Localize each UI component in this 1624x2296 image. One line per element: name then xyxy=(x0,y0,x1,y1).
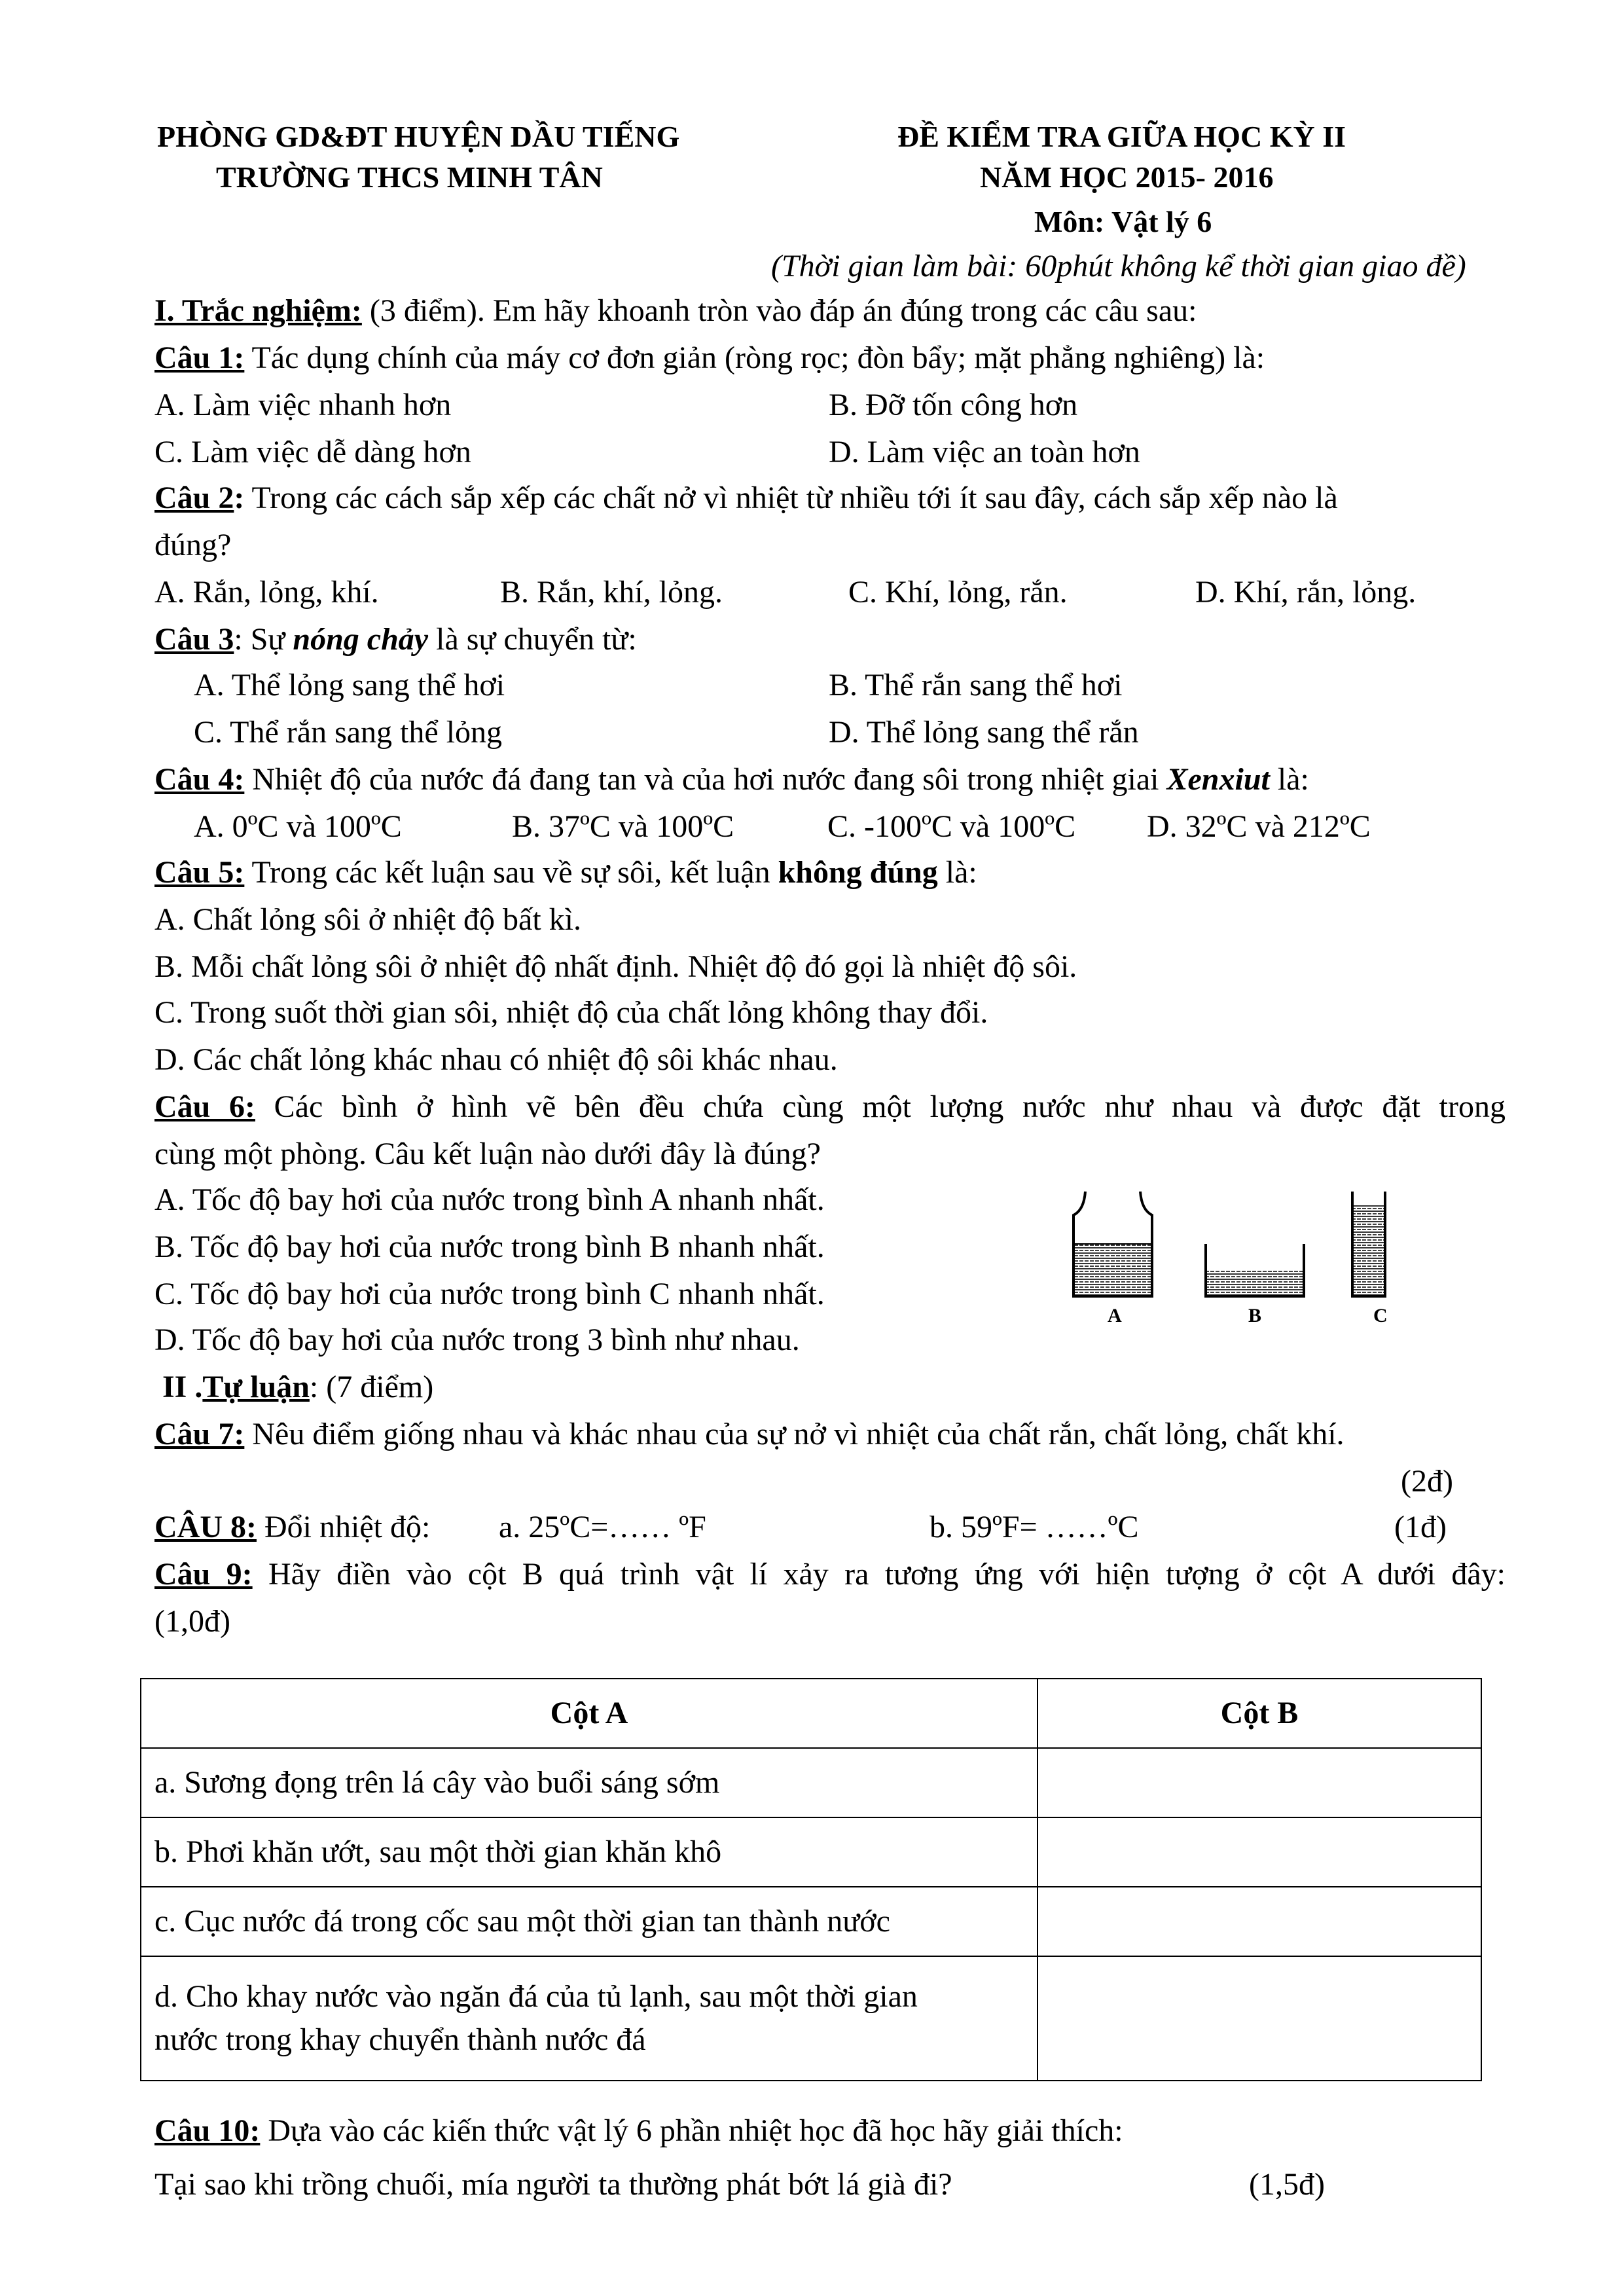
q2-text-cont: đúng? xyxy=(154,528,232,562)
q4-option-a[interactable]: A. 0ºC và 100ºC xyxy=(194,809,402,844)
q6-option-c[interactable]: C. Tốc độ bay hơi của nước trong bình C nhanh nhất. xyxy=(154,1277,825,1311)
row-d-line-2: nước trong khay chuyển thành nước đá xyxy=(154,2022,646,2057)
q5-option-a[interactable]: A. Chất lỏng sôi ở nhiệt độ bất kì. xyxy=(154,902,582,937)
question-9 xyxy=(154,1553,1506,1596)
question-2 xyxy=(154,477,1338,520)
q6-option-b[interactable]: B. Tốc độ bay hơi của nước trong bình B nhanh nhất. xyxy=(154,1230,825,1264)
q3-option-c[interactable]: C. Thể rắn sang thể lỏng xyxy=(194,715,503,750)
table-header-row xyxy=(141,1679,1481,1748)
container-c-tube xyxy=(1352,1192,1385,1296)
q10-text: Dựa vào các kiến thức vật lý 6 phần nhiệt học đã học hãy giải thích: xyxy=(260,2113,1123,2148)
q10-question: Tại sao khi trồng chuối, mía người ta thường phát bớt lá già đi? xyxy=(154,2167,952,2202)
q4-option-d[interactable]: D. 32ºC và 212ºC xyxy=(1147,809,1371,844)
q8-text: Đổi nhiệt độ: xyxy=(256,1510,431,1544)
exam-title: ĐỀ KIỂM TRA GIỮA HỌC KỲ II xyxy=(897,120,1346,153)
q2-text: Trong các cách sắp xếp các chất nở vì nhiệt từ nhiều tới ít sau đây, cách sắp xếp nào là xyxy=(244,481,1338,515)
question-8 xyxy=(154,1506,430,1549)
q8-label: CÂU 8: xyxy=(154,1510,257,1544)
q3-emphasis: nóng chảy xyxy=(293,622,429,657)
q4-end: là: xyxy=(1269,762,1309,797)
row-d-line-1: d. Cho khay nước vào ngăn đá của tủ lạnh, sau một thời gian xyxy=(154,1979,918,2014)
section-2-prefix: II . xyxy=(162,1370,203,1404)
q1-option-a[interactable]: A. Làm việc nhanh hơn xyxy=(154,388,452,422)
figure-label-b: B xyxy=(1248,1305,1262,1326)
q1-text: Tác dụng chính của máy cơ đơn giản (ròng rọc; đòn bẩy; mặt phẳng nghiêng) là: xyxy=(244,340,1265,375)
row-d-phenomenon xyxy=(141,1956,1038,2081)
q4-option-c[interactable]: C. -100ºC và 100ºC xyxy=(827,809,1076,844)
row-b-answer-cell[interactable] xyxy=(1038,1817,1481,1887)
q1-option-c[interactable]: C. Làm việc dễ dàng hơn xyxy=(154,435,471,469)
q9-points: (1,0đ) xyxy=(154,1604,230,1639)
section-1-instructions: (3 điểm). Em hãy khoanh tròn vào đáp án đúng trong các câu sau: xyxy=(361,293,1197,328)
school-department: PHÒNG GD&ĐT HUYỆN DẦU TIẾNG xyxy=(157,120,680,153)
q7-points: (2đ) xyxy=(1401,1464,1453,1499)
column-a-header: Cột A xyxy=(141,1679,1038,1748)
row-d-answer-cell[interactable] xyxy=(1038,1956,1481,2081)
q2-colon: : xyxy=(234,481,245,515)
q5-end: là: xyxy=(937,855,977,890)
q4-option-b[interactable]: B. 37ºC và 100ºC xyxy=(512,809,734,844)
q3-lead: : Sự xyxy=(234,622,293,657)
q9-label: Câu 9: xyxy=(154,1557,253,1592)
q3-option-a[interactable]: A. Thể lỏng sang thể hơi xyxy=(194,668,505,702)
time-note: (Thời gian làm bài: 60phút không kể thời gian giao đề) xyxy=(771,249,1466,283)
q3-option-b[interactable]: B. Thể rắn sang thể hơi xyxy=(829,668,1123,702)
question-6 xyxy=(154,1085,1506,1129)
section-1-title: I. Trắc nghiệm: xyxy=(154,293,362,328)
q2-option-a[interactable]: A. Rắn, lỏng, khí. xyxy=(154,575,379,610)
q9-text: Hãy điền vào cột B quá trình vật lí xảy ra tương ứng với hiện tượng ở cột A dưới đây: xyxy=(252,1557,1506,1592)
row-b-phenomenon: b. Phơi khăn ướt, sau một thời gian khăn khô xyxy=(141,1817,1038,1887)
q5-option-b[interactable]: B. Mỗi chất lỏng sôi ở nhiệt độ nhất định. Nhiệt độ đó gọi là nhiệt độ sôi. xyxy=(154,949,1077,984)
q5-emphasis: không đúng xyxy=(778,855,938,890)
question-4 xyxy=(154,758,1309,801)
subject: Môn: Vật lý 6 xyxy=(1034,205,1212,238)
table-row xyxy=(141,1748,1481,1817)
school-name: TRƯỜNG THCS MINH TÂN xyxy=(216,160,603,194)
q1-option-b[interactable]: B. Đỡ tốn công hơn xyxy=(829,388,1078,422)
question-1 xyxy=(154,337,1265,380)
q10-points: (1,5đ) xyxy=(1249,2167,1325,2202)
q5-label: Câu 5: xyxy=(154,855,245,890)
q5-option-c[interactable]: C. Trong suốt thời gian sôi, nhiệt độ của chất lỏng không thay đổi. xyxy=(154,995,988,1030)
section-2-points: : (7 điểm) xyxy=(309,1370,434,1404)
section-1-heading xyxy=(154,289,1197,333)
q6-option-a[interactable]: A. Tốc độ bay hơi của nước trong bình A nhanh nhất. xyxy=(154,1182,825,1217)
q6-text-cont: cùng một phòng. Câu kết luận nào dưới đây là đúng? xyxy=(154,1137,821,1171)
table-row xyxy=(141,1887,1481,1956)
container-a-flask xyxy=(1074,1192,1152,1296)
q3-option-d[interactable]: D. Thể lỏng sang thể rắn xyxy=(829,715,1139,750)
q3-text: là sự chuyển từ: xyxy=(428,622,637,657)
section-2-heading xyxy=(162,1366,433,1409)
question-3 xyxy=(154,618,637,661)
question-10 xyxy=(154,2109,1123,2153)
q5-option-d[interactable]: D. Các chất lỏng khác nhau có nhiệt độ sôi khác nhau. xyxy=(154,1042,838,1077)
row-c-answer-cell[interactable] xyxy=(1038,1887,1481,1956)
q7-text: Nêu điểm giống nhau và khác nhau của sự nở vì nhiệt của chất rắn, chất lỏng, chất khí. xyxy=(244,1417,1344,1451)
q5-text: Trong các kết luận sau về sự sôi, kết luận xyxy=(244,855,778,890)
figure-label-c: C xyxy=(1373,1305,1388,1326)
q4-label: Câu 4: xyxy=(154,762,245,797)
q1-option-d[interactable]: D. Làm việc an toàn hơn xyxy=(829,435,1140,469)
q2-option-d[interactable]: D. Khí, rắn, lỏng. xyxy=(1195,575,1416,610)
q6-figure xyxy=(1060,1178,1427,1322)
container-b-tray xyxy=(1206,1244,1304,1296)
row-c-phenomenon: c. Cục nước đá trong cốc sau một thời gian tan thành nước xyxy=(141,1887,1038,1956)
section-2-title: Tự luận xyxy=(202,1370,310,1404)
q2-label: Câu 2 xyxy=(154,481,234,515)
q9-table xyxy=(140,1678,1482,2081)
q1-label: Câu 1: xyxy=(154,340,245,375)
q2-option-b[interactable]: B. Rắn, khí, lỏng. xyxy=(500,575,723,610)
table-row xyxy=(141,1956,1481,2081)
school-year: NĂM HỌC 2015- 2016 xyxy=(980,160,1274,194)
row-a-answer-cell[interactable] xyxy=(1038,1748,1481,1817)
question-7 xyxy=(154,1413,1344,1456)
q3-label: Câu 3 xyxy=(154,622,234,657)
figure-label-a: A xyxy=(1108,1305,1122,1326)
table-row xyxy=(141,1817,1481,1887)
q6-text: Các bình ở hình vẽ bên đều chứa cùng một lượng nước như nhau và được đặt trong xyxy=(255,1089,1506,1124)
q2-option-c[interactable]: C. Khí, lỏng, rắn. xyxy=(848,575,1068,610)
row-a-phenomenon: a. Sương đọng trên lá cây vào buổi sáng sớm xyxy=(141,1748,1038,1817)
q4-text: Nhiệt độ của nước đá đang tan và của hơi nước đang sôi trong nhiệt giai xyxy=(244,762,1167,797)
q10-label: Câu 10: xyxy=(154,2113,261,2148)
q8-part-b: b. 59ºF= ……ºC xyxy=(929,1510,1139,1544)
q4-emphasis: Xenxiut xyxy=(1166,762,1270,797)
q8-points: (1đ) xyxy=(1394,1510,1447,1544)
question-5 xyxy=(154,851,977,894)
q7-label: Câu 7: xyxy=(154,1417,245,1451)
q6-option-d[interactable]: D. Tốc độ bay hơi của nước trong 3 bình như nhau. xyxy=(154,1322,800,1357)
q8-part-a: a. 25ºC=…… ºF xyxy=(499,1510,706,1544)
column-b-header: Cột B xyxy=(1038,1679,1481,1748)
q6-label: Câu 6: xyxy=(154,1089,256,1124)
